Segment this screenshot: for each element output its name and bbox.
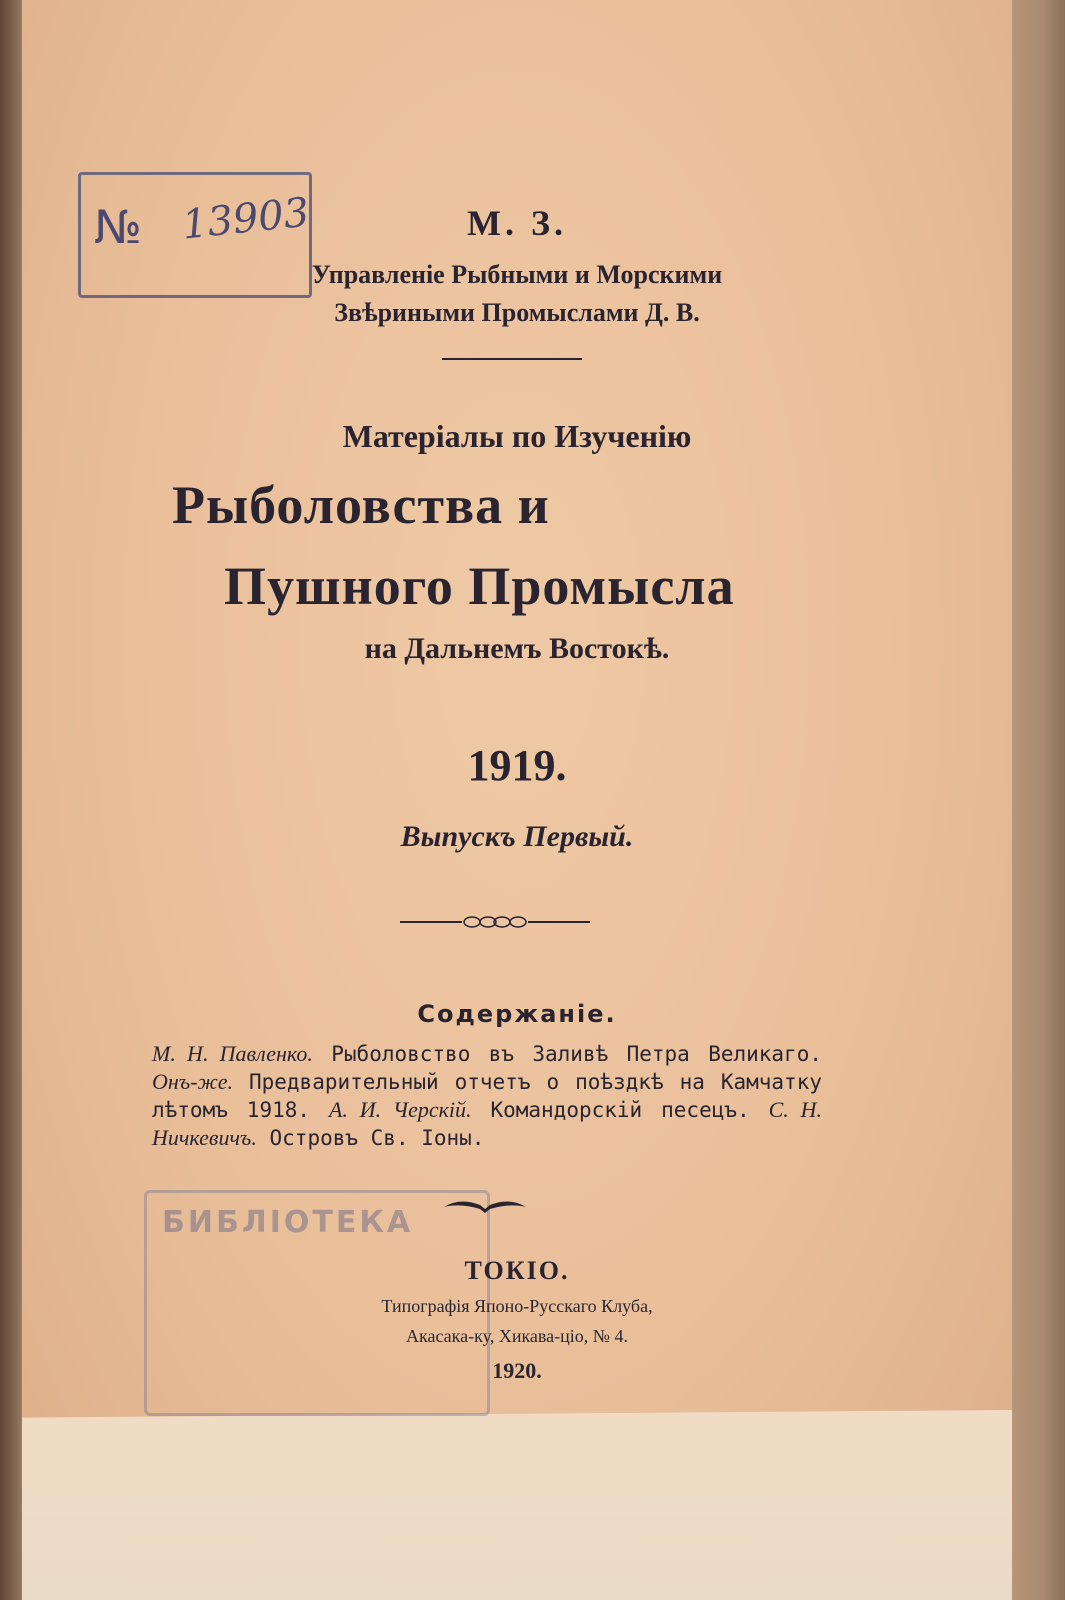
- imprint-year: 1920.: [492, 1358, 542, 1383]
- divider-rule: [442, 358, 582, 360]
- library-stamp-text: БИБЛІОТЕКА: [162, 1205, 414, 1240]
- imprint-address: Акасака-ку, Хикава-ціо, № 4.: [406, 1326, 628, 1346]
- imprint-city: ТОКІО.: [464, 1256, 570, 1285]
- contents-title-4: Островъ Св. Іоны.: [269, 1126, 485, 1150]
- main-title-line-2: Пушного Промысла: [224, 556, 735, 616]
- publisher-line-2: Звѣриными Промыслами Д. В.: [334, 298, 700, 327]
- contents-title-1: Рыболовство въ Заливѣ Петра Великаго.: [331, 1042, 822, 1066]
- title-page: [22, 0, 1012, 1600]
- torn-paper-strip: [22, 1410, 1012, 1600]
- contents-title-2: Предварительный отчетъ о поѣздкѣ на Камчатку лѣтомъ 1918.: [152, 1070, 822, 1122]
- contents-author-1: М. Н. Павленко.: [152, 1041, 313, 1066]
- publisher-line-1: Управленіе Рыбными и Морскими: [311, 260, 723, 289]
- contents-list: [152, 1040, 822, 1152]
- main-title-line-3: на Дальнемъ Востокѣ.: [364, 632, 670, 665]
- main-title-line-1: Рыболовства и: [172, 475, 550, 535]
- contents-title-3: Командорскій песецъ.: [490, 1098, 750, 1122]
- ornament-fleuron: [440, 1195, 530, 1215]
- stamp-number-label: №: [94, 200, 140, 254]
- contents-author-4: С. Н. Ничкевичъ.: [152, 1097, 822, 1150]
- subtitle: Матеріалы по Изученію: [342, 418, 692, 454]
- contents-author-3: А. И. Черскій.: [328, 1097, 472, 1122]
- volume-year: 1919.: [467, 741, 567, 790]
- ornament-divider: [400, 910, 590, 934]
- contents-heading: Содержаніе.: [417, 1000, 617, 1028]
- contents-author-2: Онъ-же.: [152, 1069, 233, 1094]
- imprint-printer: Типографія Японо-Русскаго Клуба,: [381, 1296, 653, 1316]
- stamp-number-value: 13903: [179, 189, 312, 249]
- publisher-short: М. З.: [467, 203, 567, 243]
- issue-label: Выпускъ Первый.: [400, 820, 634, 853]
